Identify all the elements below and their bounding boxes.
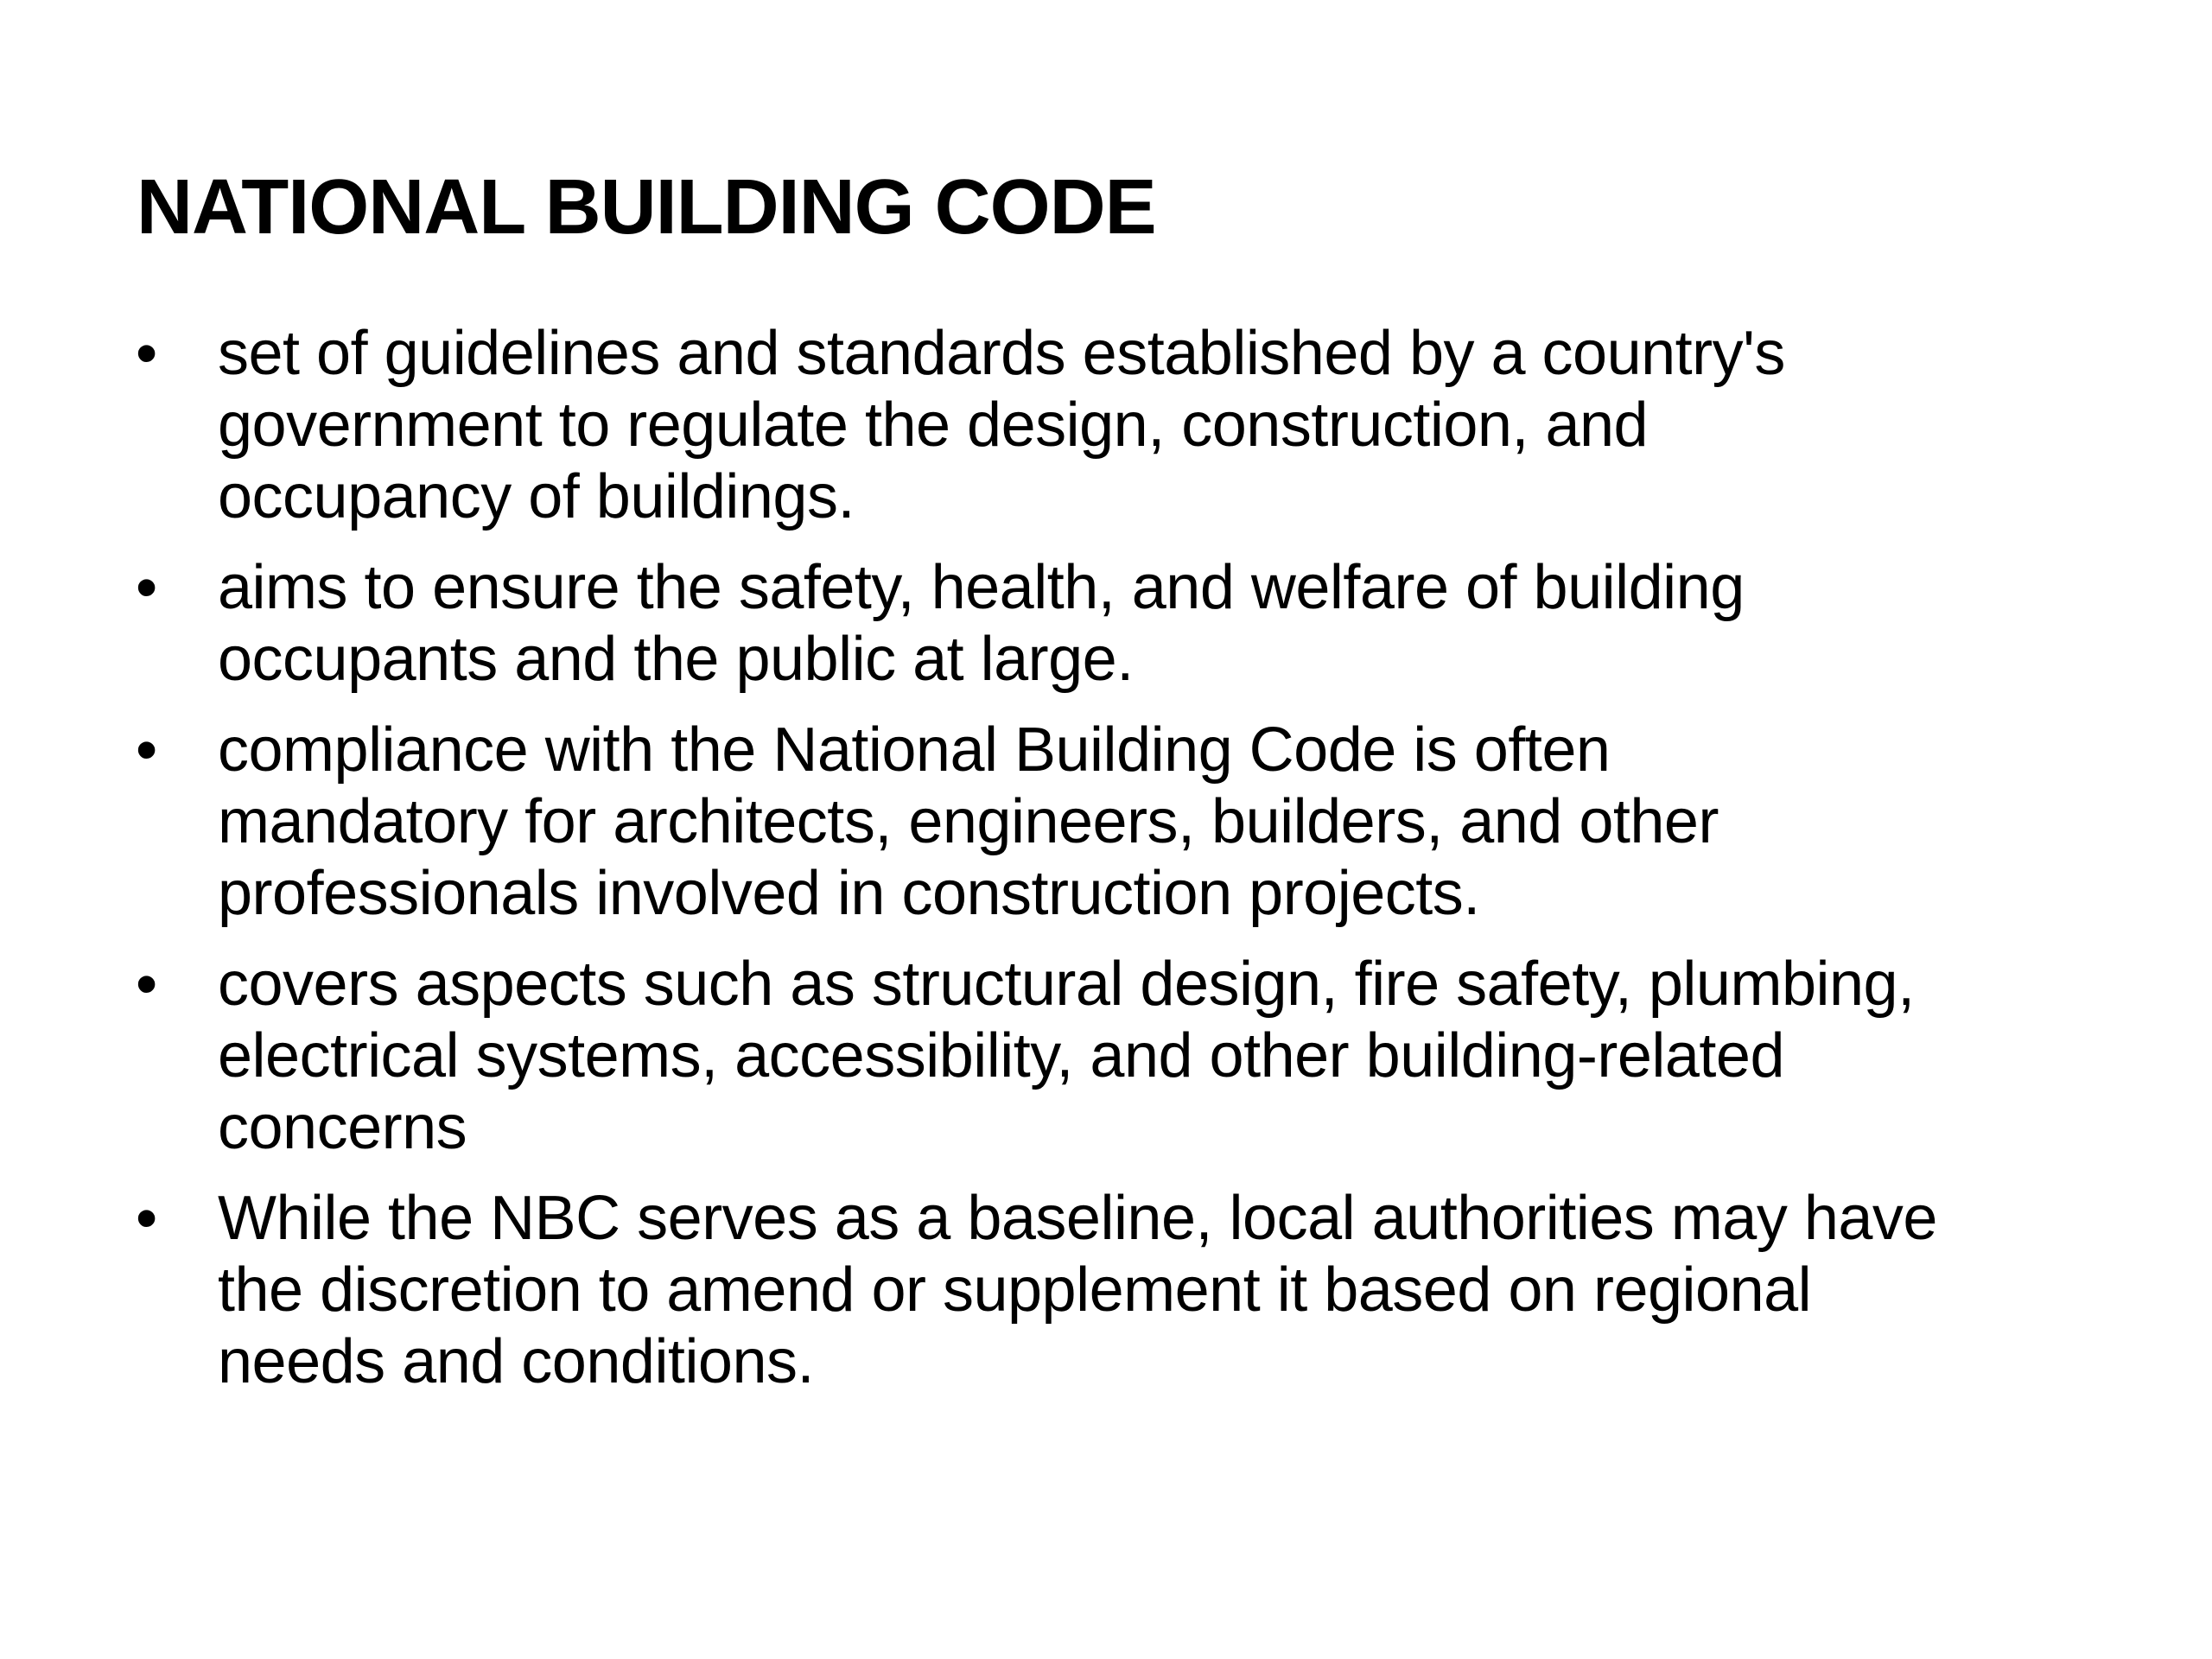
bullet-line: electrical systems, accessibility, and other building-related [218, 1021, 1784, 1090]
bullet-line: concerns [218, 1093, 467, 1162]
bullet-item [0, 552, 2212, 696]
bullet-line: the discretion to amend or supplement it based on regional [218, 1255, 1812, 1325]
bullet-line: set of guidelines and standards established by a country's [218, 319, 1785, 388]
slide-title: NATIONAL BUILDING CODE [137, 164, 1156, 251]
bullet-text [218, 715, 2160, 930]
bullet-icon: • [136, 950, 157, 1019]
bullet-text [218, 1183, 2160, 1398]
bullet-line: occupancy of buildings. [218, 462, 855, 531]
bullet-item [0, 715, 2212, 930]
bullet-line: aims to ensure the safety, health, and welfare of building [218, 553, 1745, 622]
bullet-line: occupants and the public at large. [218, 625, 1134, 694]
bullet-text [218, 552, 2160, 696]
bullet-text [218, 949, 2160, 1164]
bullet-line: government to regulate the design, construction, and [218, 391, 1649, 460]
bullet-line: needs and conditions. [218, 1327, 815, 1396]
bullet-line: compliance with the National Building Code is often [218, 715, 1611, 785]
bullet-line: While the NBC serves as a baseline, local authorities may have [218, 1184, 1937, 1253]
bullet-item [0, 1183, 2212, 1398]
bullet-item [0, 318, 2212, 533]
bullet-line: professionals involved in construction projects. [218, 859, 1480, 928]
bullet-icon: • [136, 715, 157, 785]
bullet-line: covers aspects such as structural design, fire safety, plumbing, [218, 950, 1915, 1019]
bullet-text [218, 318, 2160, 533]
bullet-icon: • [136, 1184, 157, 1253]
bullet-icon: • [136, 553, 157, 622]
bullet-item [0, 949, 2212, 1164]
bullet-icon: • [136, 319, 157, 388]
bullet-list [0, 318, 2212, 1417]
bullet-line: mandatory for architects, engineers, builders, and other [218, 787, 1719, 856]
